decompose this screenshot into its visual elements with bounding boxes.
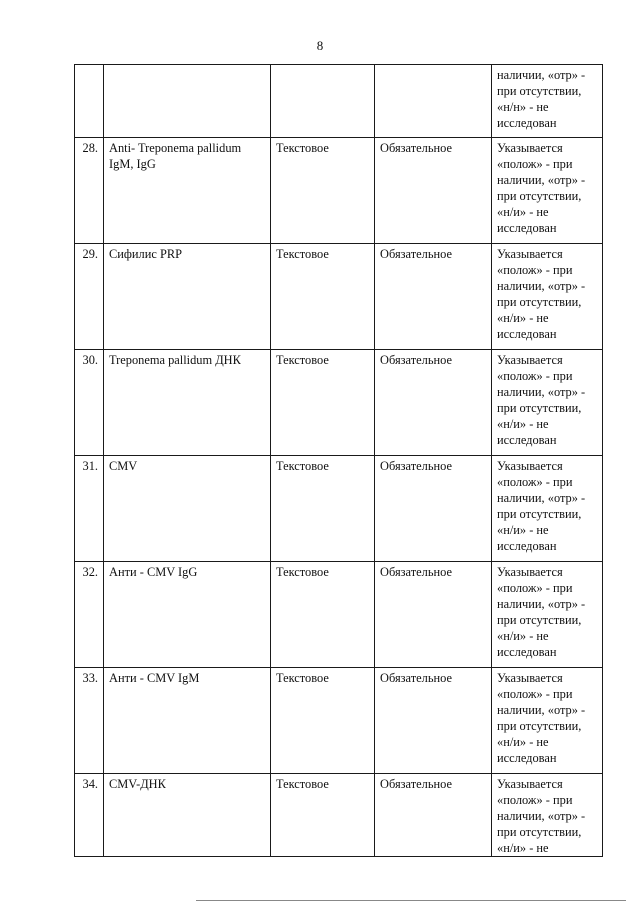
cell-type: Текстовое xyxy=(271,350,375,456)
table-row xyxy=(75,562,603,668)
description-line: при отсутствии, xyxy=(497,825,582,839)
cell-num: 34. xyxy=(75,774,104,857)
cell-required: Обязательное xyxy=(375,456,492,562)
description-line: «полож» - при xyxy=(497,263,573,277)
description-line: наличии, «отр» - xyxy=(497,597,586,611)
description-line: наличии, «отр» - xyxy=(497,385,586,399)
cell-description xyxy=(492,138,603,244)
description-line: «н/и» - не xyxy=(497,735,549,749)
cell-name: Anti- Treponema pallidum IgM, IgG xyxy=(104,138,271,244)
cell-description xyxy=(492,244,603,350)
cell-description xyxy=(492,456,603,562)
page-number: 8 xyxy=(316,38,324,53)
description-line: наличии, «отр» - xyxy=(497,279,586,293)
cell-num: 31. xyxy=(75,456,104,562)
description-line: исследован xyxy=(497,116,557,130)
cell-description xyxy=(492,562,603,668)
description-line: Указывается xyxy=(497,565,563,579)
cell-description xyxy=(492,774,603,857)
cell-num: 29. xyxy=(75,244,104,350)
description-line: наличии, «отр» - xyxy=(497,173,586,187)
description-line: наличии, «отр» - xyxy=(497,68,586,82)
table-row xyxy=(75,244,603,350)
description-line: при отсутствии, xyxy=(497,401,582,415)
description-line: «н/и» - не xyxy=(497,629,549,643)
description-line: Указывается xyxy=(497,247,563,261)
cell-name xyxy=(104,65,271,138)
cell-name: CMV xyxy=(104,456,271,562)
cell-name: Анти - CMV IgM xyxy=(104,668,271,774)
cell-type: Текстовое xyxy=(271,668,375,774)
cell-type: Текстовое xyxy=(271,244,375,350)
cell-description xyxy=(492,668,603,774)
cell-type: Текстовое xyxy=(271,562,375,668)
cell-num: 28. xyxy=(75,138,104,244)
cell-description xyxy=(492,350,603,456)
cell-required: Обязательное xyxy=(375,668,492,774)
description-line: «н/н» - не xyxy=(497,100,549,114)
description-line: при отсутствии, xyxy=(497,613,582,627)
cell-num: 33. xyxy=(75,668,104,774)
description-line: при отсутствии, xyxy=(497,719,582,733)
description-line: «н/и» - не xyxy=(497,311,549,325)
cell-name: Treponema pallidum ДНК xyxy=(104,350,271,456)
cell-num: 30. xyxy=(75,350,104,456)
description-line: «полож» - при xyxy=(497,581,573,595)
description-line: исследован xyxy=(497,221,557,235)
description-line: «н/и» - не xyxy=(497,841,549,855)
document-table xyxy=(74,64,603,857)
table-row xyxy=(75,774,603,857)
cell-required: Обязательное xyxy=(375,562,492,668)
description-line: наличии, «отр» - xyxy=(497,703,586,717)
cell-required: Обязательное xyxy=(375,138,492,244)
table-row xyxy=(75,350,603,456)
cell-type xyxy=(271,65,375,138)
cell-required: Обязательное xyxy=(375,244,492,350)
description-line: «полож» - при xyxy=(497,369,573,383)
cell-num xyxy=(75,65,104,138)
cell-required: Обязательное xyxy=(375,774,492,857)
description-line: «полож» - при xyxy=(497,793,573,807)
table-row xyxy=(75,668,603,774)
cell-name: Анти - CMV IgG xyxy=(104,562,271,668)
description-line: «н/и» - не xyxy=(497,205,549,219)
description-line: при отсутствии, xyxy=(497,507,582,521)
cell-type: Текстовое xyxy=(271,138,375,244)
description-line: при отсутствии, xyxy=(497,84,582,98)
table-row-continued xyxy=(75,65,603,138)
cell-required xyxy=(375,65,492,138)
table-row xyxy=(75,456,603,562)
description-line: наличии, «отр» - xyxy=(497,809,586,823)
cell-num: 32. xyxy=(75,562,104,668)
description-line: исследован xyxy=(497,645,557,659)
cell-name: Сифилис PRP xyxy=(104,244,271,350)
description-line: наличии, «отр» - xyxy=(497,491,586,505)
description-line: исследован xyxy=(497,327,557,341)
table-row xyxy=(75,138,603,244)
cell-type: Текстовое xyxy=(271,456,375,562)
description-line: «полож» - при xyxy=(497,687,573,701)
description-line: Указывается xyxy=(497,353,563,367)
cell-description xyxy=(492,65,603,138)
cell-name: CMV-ДНК xyxy=(104,774,271,857)
description-line: «полож» - при xyxy=(497,475,573,489)
description-line: исследован xyxy=(497,433,557,447)
description-line: исследован xyxy=(497,751,557,765)
description-line: исследован xyxy=(497,539,557,553)
description-line: при отсутствии, xyxy=(497,189,582,203)
description-line: «н/и» - не xyxy=(497,523,549,537)
description-line: Указывается xyxy=(497,459,563,473)
description-line: Указывается xyxy=(497,141,563,155)
description-line: «полож» - при xyxy=(497,157,573,171)
cell-type: Текстовое xyxy=(271,774,375,857)
description-line: Указывается xyxy=(497,777,563,791)
table-body xyxy=(75,65,603,857)
bottom-scan-line xyxy=(196,900,626,901)
description-line: «н/и» - не xyxy=(497,417,549,431)
description-line: Указывается xyxy=(497,671,563,685)
cell-required: Обязательное xyxy=(375,350,492,456)
description-line: при отсутствии, xyxy=(497,295,582,309)
